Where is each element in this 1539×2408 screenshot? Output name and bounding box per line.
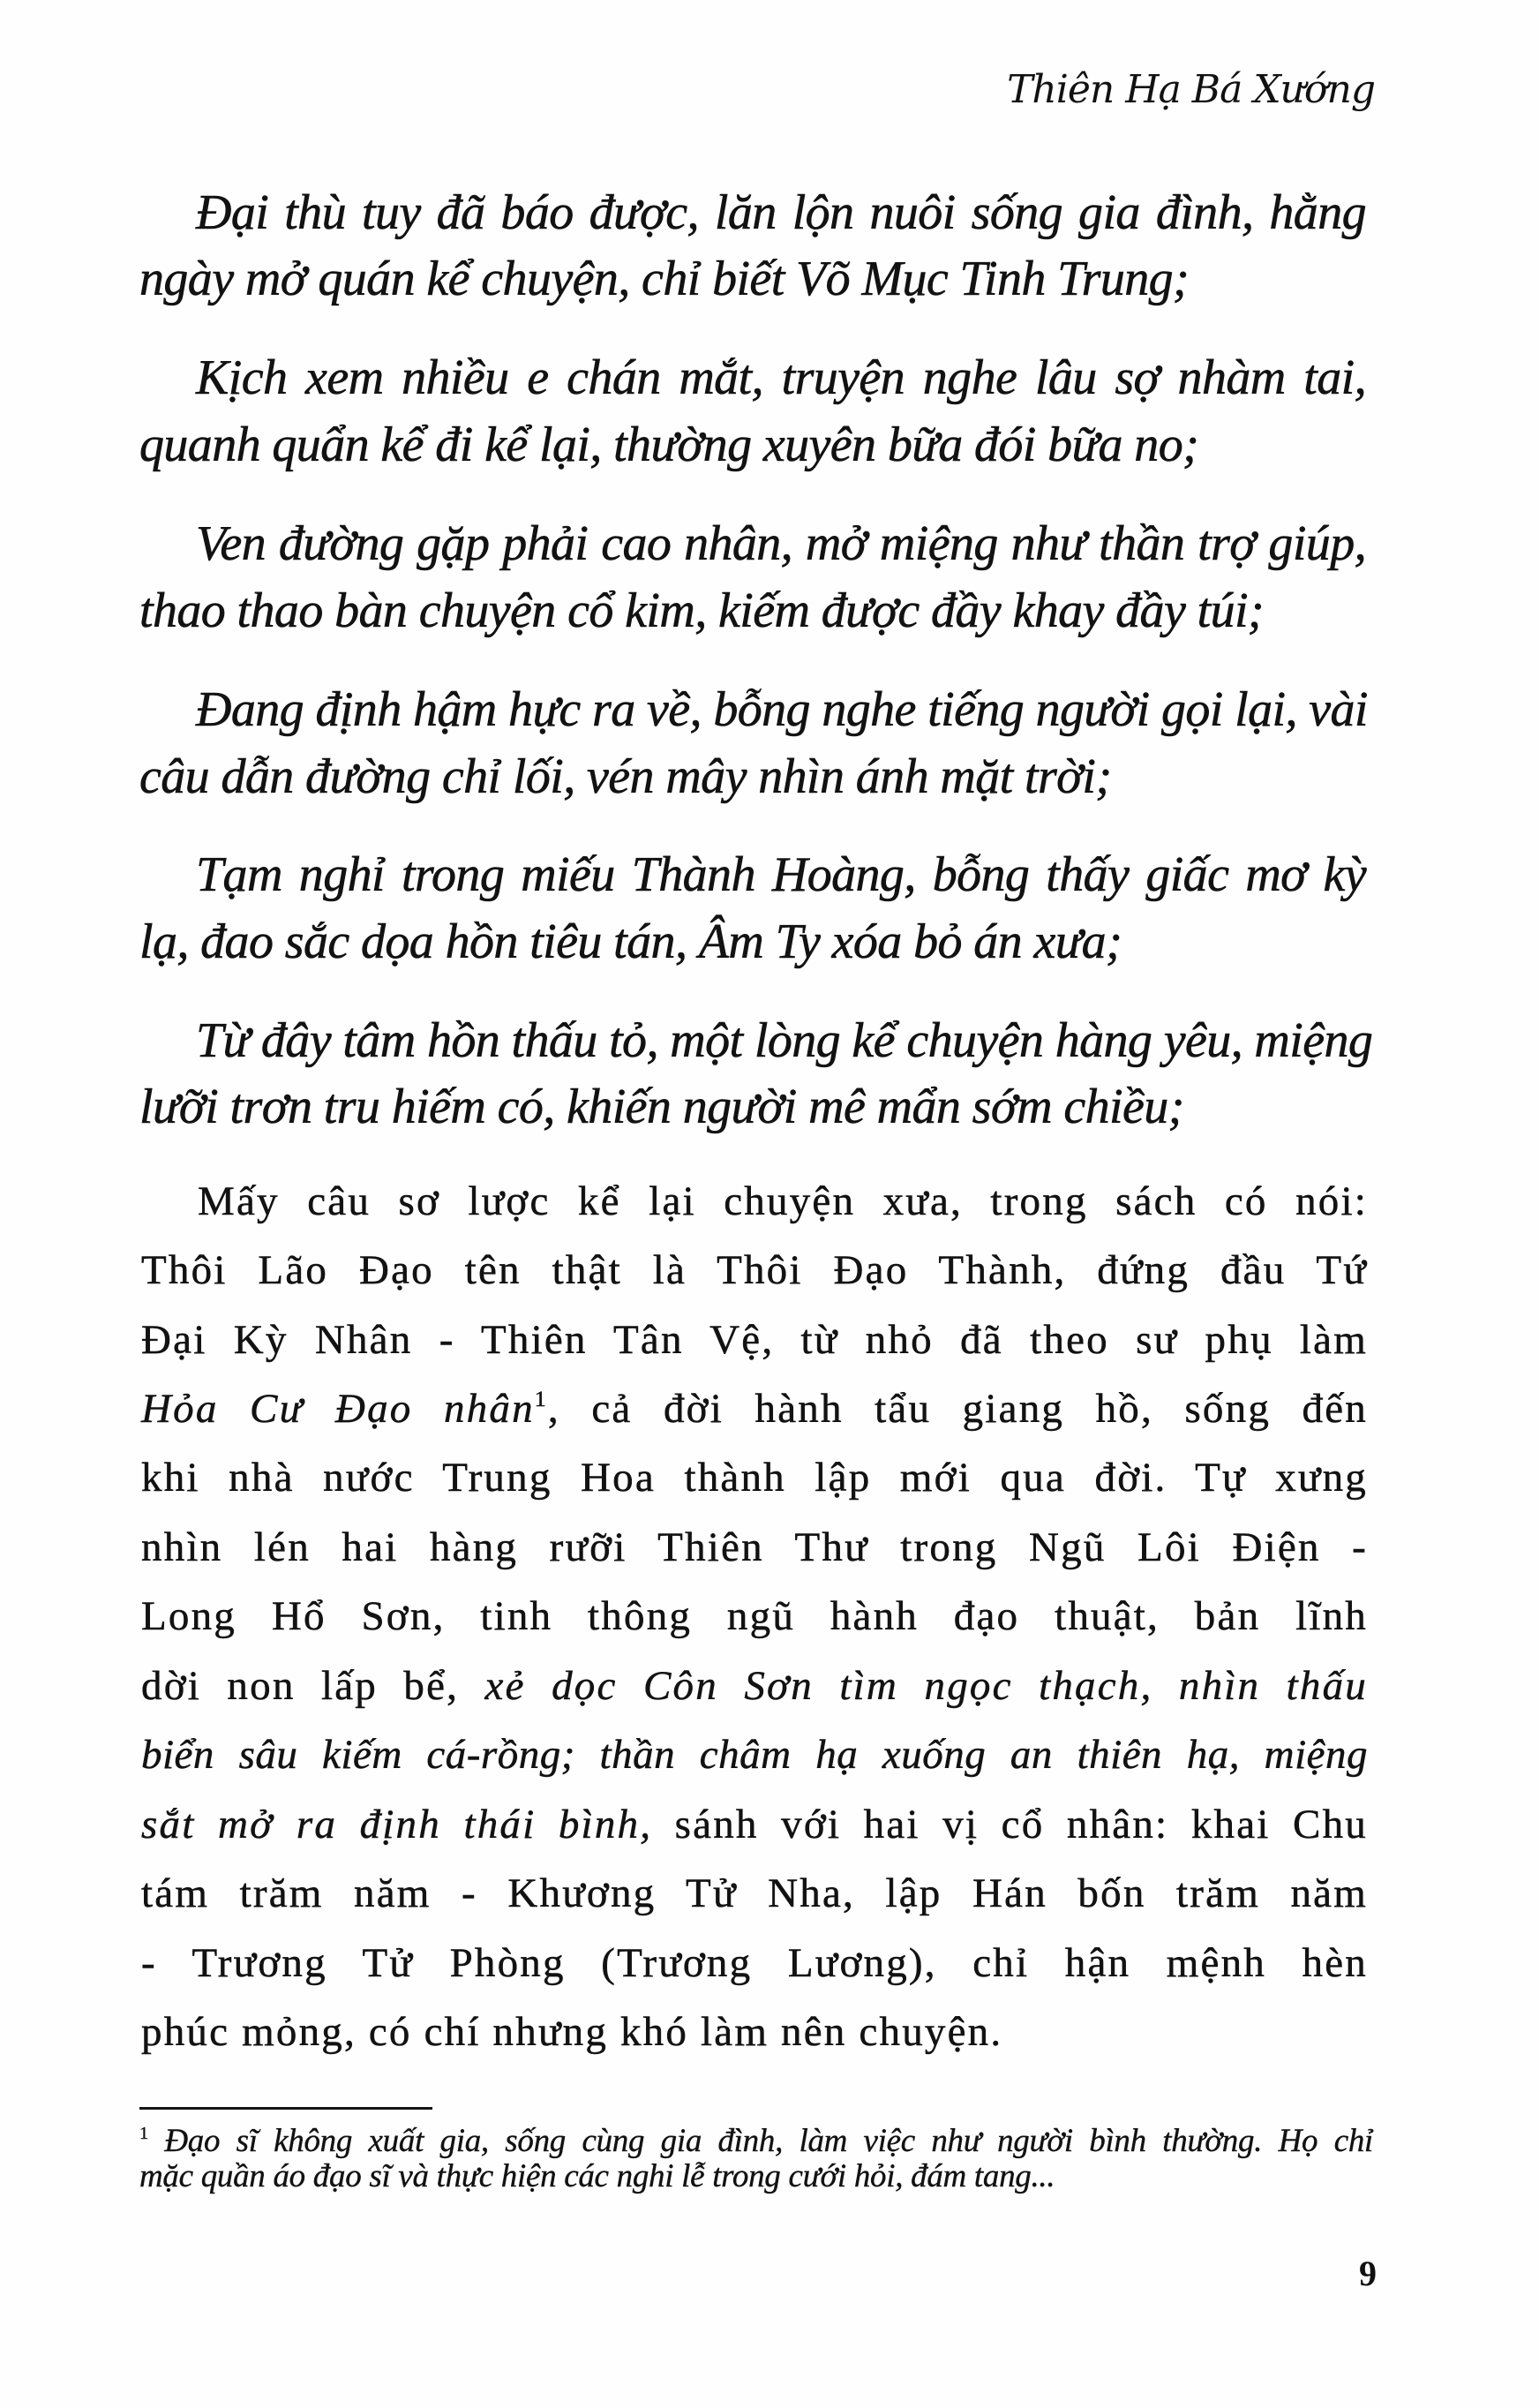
footnote-reference[interactable]: 1	[534, 1385, 548, 1411]
prose-text: khi nhà nước Trung Hoa thành lập mới qua đời. Tự xưng	[141, 1455, 1368, 1501]
prose-text: dời non lấp bể,	[141, 1663, 485, 1709]
prose-line	[141, 1457, 1368, 1499]
stanza-line: Tạm nghỉ trong miếu Thành Hoàng, bỗng thấy giấc mơ kỳ	[196, 847, 1366, 902]
stanza-line: lạ, đao sắc dọa hồn tiêu tán, Âm Ty xóa bỏ án xưa;	[139, 914, 1122, 969]
prose-line	[141, 1732, 1368, 1778]
stanza-line: Ven đường gặp phải cao nhân, mở miệng như thần trợ giúp,	[196, 516, 1366, 571]
stanza-line: lưỡi trơn tru hiếm có, khiến người mê mẩn sớm chiều;	[139, 1080, 1184, 1134]
footnote-marker: 1	[139, 2123, 148, 2143]
prose-text: sánh với hai vị cổ nhân: khai Chu	[652, 1802, 1368, 1847]
prose-italic-text: xẻ dọc Côn Sơn tìm ngọc thạch, nhìn thấu	[484, 1663, 1368, 1709]
prose-text: Đại Kỳ Nhân - Thiên Tân Vệ, từ nhỏ đã theo sư phụ làm	[141, 1317, 1368, 1363]
prose-italic-text: Hỏa Cư Đạo nhân	[141, 1386, 535, 1432]
prose-line	[141, 1385, 1368, 1432]
stanza-line: ngày mở quán kể chuyện, chỉ biết Võ Mục Tinh Trung;	[139, 252, 1190, 306]
footnote-text: Đạo sĩ không xuất gia, sống cùng gia đình, làm việc như người bình thường. Họ chỉ	[164, 2123, 1373, 2159]
prose-text: Thôi Lão Đạo tên thật là Thôi Đạo Thành, đứng đầu Tứ	[141, 1247, 1368, 1293]
stanza-line: câu dẫn đường chỉ lối, vén mây nhìn ánh mặt trời;	[139, 749, 1112, 804]
prose-line	[198, 1178, 1368, 1224]
prose-line	[141, 1247, 1368, 1293]
prose-italic-text: biển sâu kiếm cá-rồng; thần châm hạ xuống an thiên hạ, miệng	[141, 1732, 1368, 1778]
stanza-line: Đang định hậm hực ra về, bỗng nghe tiếng người gọi lại, vài	[196, 682, 1368, 737]
stanza-line: Đại thù tuy đã báo được, lăn lộn nuôi sống gia đình, hằng	[196, 185, 1366, 240]
prose-line	[141, 1940, 1368, 1986]
prose-text: tám trăm năm - Khương Tử Nha, lập Hán bốn trăm năm	[141, 1870, 1368, 1916]
prose-line	[141, 1804, 1368, 1846]
footnote-divider	[139, 2107, 432, 2110]
stanza-line: Từ đây tâm hồn thấu tỏ, một lòng kể chuyện hàng yêu, miệng	[196, 1013, 1373, 1068]
prose-text: Long Hổ Sơn, tinh thông ngũ hành đạo thuật, bản lĩnh	[141, 1593, 1368, 1639]
prose-text: , cả đời hành tẩu giang hồ, sống đến	[547, 1386, 1368, 1432]
prose-text: nhìn lén hai hàng rưỡi Thiên Thư trong Ngũ Lôi Điện -	[141, 1524, 1368, 1570]
stanza-line: quanh quẩn kể đi kể lại, thường xuyên bữa đói bữa no;	[139, 418, 1199, 472]
footnote-line: mặc quần áo đạo sĩ và thực hiện các nghi lễ trong cưới hỏi, đám tang...	[139, 2158, 1055, 2194]
prose-line	[141, 1870, 1368, 1916]
stanza-line: thao thao bàn chuyện cổ kim, kiếm được đầy khay đầy túi;	[139, 583, 1264, 638]
prose-line	[141, 2009, 1368, 2055]
prose-text: - Trương Tử Phòng (Trương Lương), chỉ hận mệnh hèn	[141, 1940, 1368, 1986]
prose-text: Mấy câu sơ lược kể lại chuyện xưa, trong sách có nói:	[198, 1178, 1368, 1224]
prose-line	[141, 1317, 1368, 1363]
stanza-line: Kịch xem nhiều e chán mắt, truyện nghe lâu sợ nhàm tai,	[196, 350, 1366, 405]
prose-line	[141, 1593, 1368, 1639]
prose-line	[141, 1663, 1368, 1709]
prose-text: phúc mỏng, có chí nhưng khó làm nên chuyện.	[141, 2009, 1003, 2055]
page-number: 9	[1359, 2254, 1377, 2293]
prose-italic-text: sắt mở ra định thái bình,	[141, 1802, 653, 1847]
running-header: Thiên Hạ Bá Xướng	[1007, 67, 1375, 112]
footnote-line	[139, 2125, 1373, 2157]
prose-line	[141, 1524, 1368, 1570]
